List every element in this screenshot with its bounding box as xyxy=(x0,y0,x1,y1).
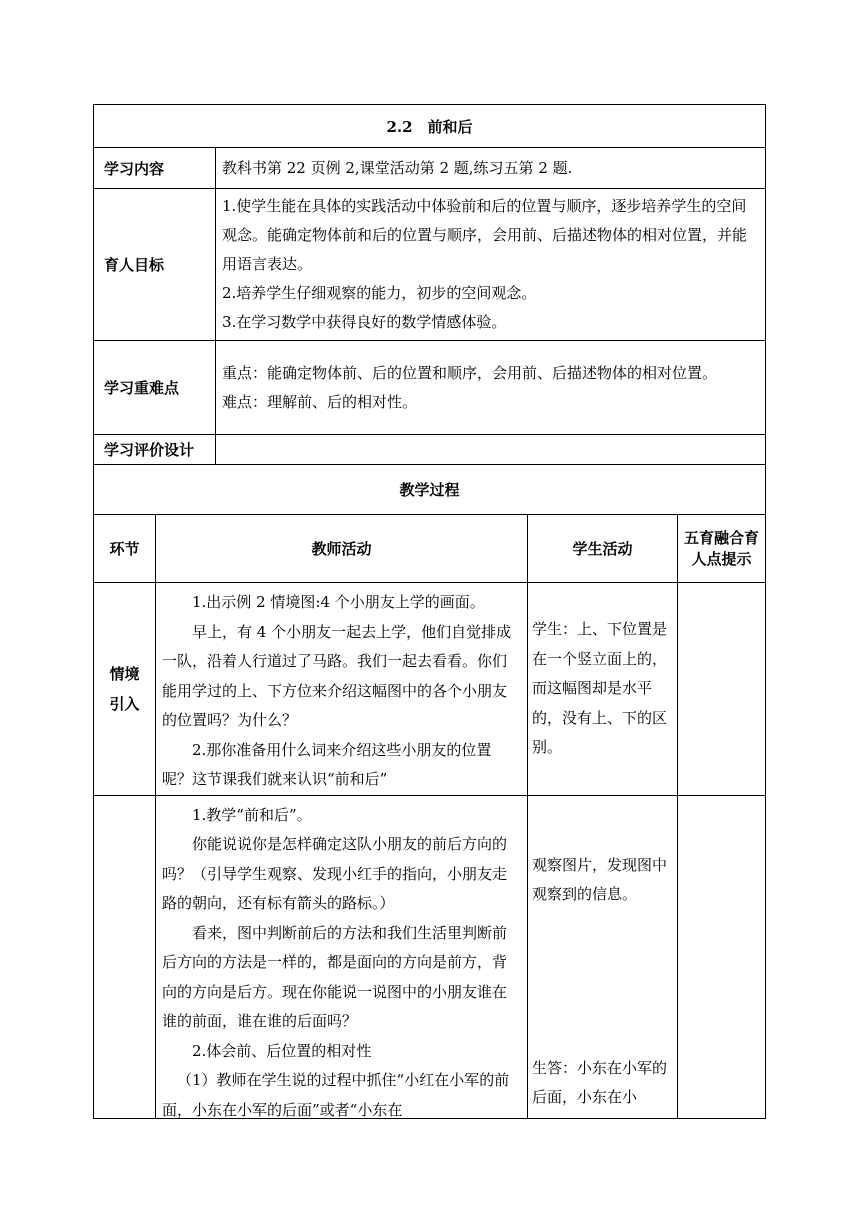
teaching-process-table xyxy=(93,464,766,1119)
teacher-activity-intro xyxy=(156,583,528,796)
teacher-paragraph: 2.体会前、后位置的相对性 xyxy=(192,1041,372,1060)
key-points-list xyxy=(216,341,766,435)
goal-item: 3.在学习数学中获得良好的数学情感体验。 xyxy=(222,313,507,331)
content-label: 学习内容 xyxy=(94,148,216,189)
header-step: 环节 xyxy=(94,515,156,583)
goals-list xyxy=(216,189,766,341)
header-teacher: 教师活动 xyxy=(156,515,528,583)
key-points-label: 学习重难点 xyxy=(94,341,216,435)
student-activity-new xyxy=(528,795,678,1118)
key-point: 重点：能确定物体前、后的位置和顺序，会用前、后描述物体的相对位置。 xyxy=(222,363,718,382)
lesson-plan-page xyxy=(93,104,765,1119)
teacher-paragraph: 看来，图中判断前后的方法和我们生活里判断前后方向的方法是一样的，都是面向的方向是前方，背向的方向是后方。现在你能说一说图中的小朋友谁在谁的前面，谁在谁的后面吗？ xyxy=(162,923,508,1030)
five-education-intro xyxy=(678,583,766,796)
student-note-answer: 生答：小东在小军的后面，小东在小 xyxy=(532,1058,668,1106)
evaluation-label: 学习评价设计 xyxy=(94,435,216,465)
teacher-paragraph: 2.那你准备用什么词来介绍这些小朋友的位置呢？这节课我们就来认识“前和后” xyxy=(162,740,492,788)
key-point: 难点：理解前、后的相对性。 xyxy=(222,392,418,411)
teacher-paragraph: 你能说说你是怎样确定这队小朋友的前后方向的吗？（引导学生观察、发现小红手的指向，小朋友走路的朝向，还有标有箭头的路标。） xyxy=(162,835,508,912)
lesson-info-table xyxy=(93,104,766,465)
header-student: 学生活动 xyxy=(528,515,678,583)
teacher-paragraph: 1.教学“前和后”。 xyxy=(192,805,312,824)
teacher-activity-new xyxy=(156,795,528,1118)
evaluation-value xyxy=(216,435,766,465)
header-five-education: 五育融合育人点提示 xyxy=(678,515,766,583)
step-new-lesson xyxy=(94,795,156,1118)
goal-item: 2.培养学生仔细观察的能力，初步的空间观念。 xyxy=(222,284,537,302)
five-education-new xyxy=(678,795,766,1118)
lesson-title: 2.2 前和后 xyxy=(94,105,766,148)
goals-label: 育人目标 xyxy=(94,189,216,341)
goal-item: 1.使学生能在具体的实践活动中体验前和后的位置与顺序，逐步培养学生的空间观念。能确定物体前和后的位置与顺序，会用前、后描述物体的相对位置，并能用语言表达。 xyxy=(222,197,748,273)
teacher-paragraph: 早上，有 4 个小朋友一起去上学，他们自觉排成一队，沿着人行道过了马路。我们一起去看看。你们能用学过的上、下方位来介绍这幅图中的各个小朋友的位置吗？为什么？ xyxy=(162,622,512,729)
teacher-paragraph: （1）教师在学生说的过程中抓住“小红在小军的前面，小东在小军的后面”或者“小东在 xyxy=(162,1071,510,1118)
process-title: 教学过程 xyxy=(94,465,766,515)
student-note-observe: 观察图片，发现图中观察到的信息。 xyxy=(532,855,668,903)
teacher-paragraph: 1.出示例 2 情境图:4 个小朋友上学的画面。 xyxy=(192,593,485,611)
student-activity-intro: 学生：上、下位置是在一个竖立面上的，而这幅图却是水平的，没有上、下的区别。 xyxy=(528,583,678,796)
step-situation-intro: 情境引入 xyxy=(94,583,156,796)
content-value: 教科书第 22 页例 2,课堂活动第 2 题,练习五第 2 题. xyxy=(216,148,766,189)
